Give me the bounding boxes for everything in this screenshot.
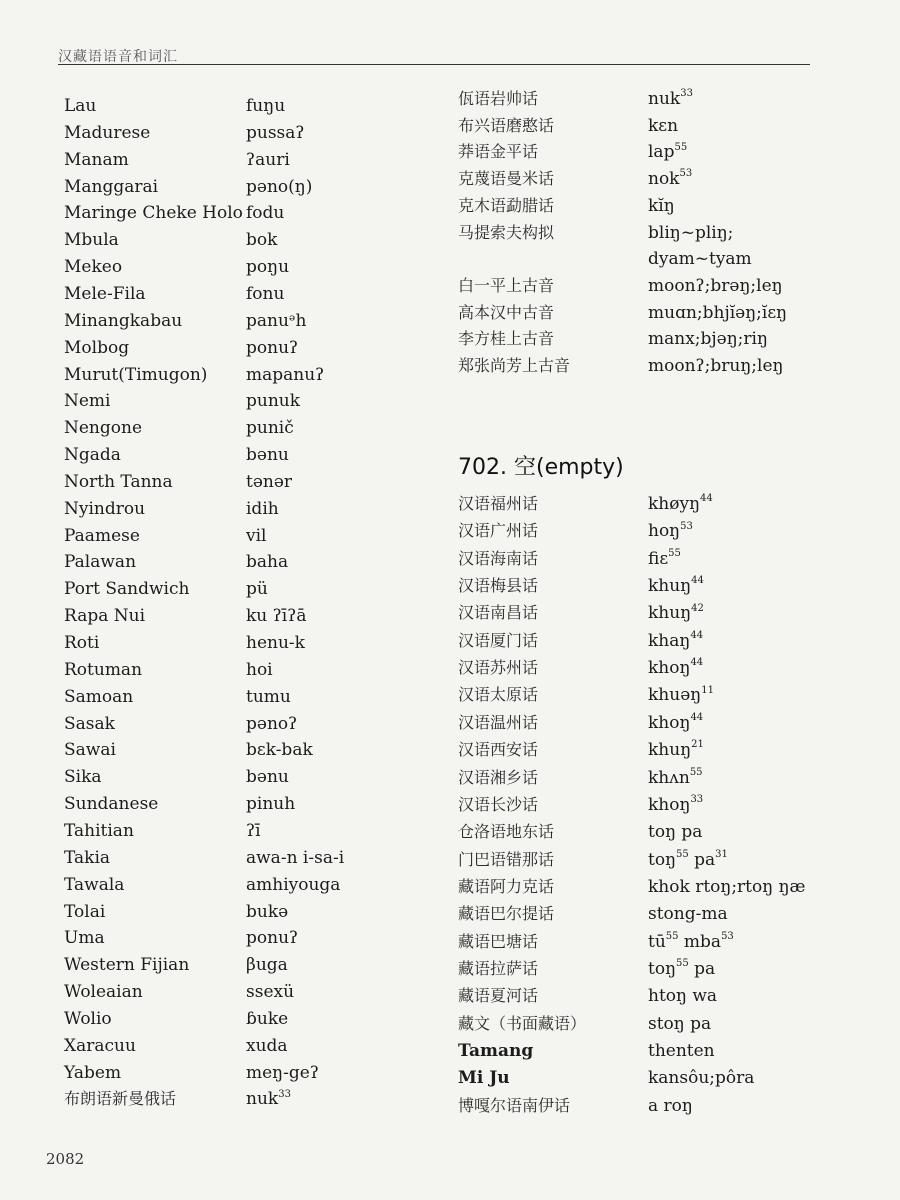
word-form: ɓuke [246,1008,289,1029]
word-form: awa-n i-sa-i [246,847,345,868]
word-form: ʔauri [246,149,290,170]
word-form: hoŋ$^{53}$ [648,520,693,542]
language-name: North Tanna [64,471,173,492]
language-name: Woleaian [64,982,143,1003]
language-name: 藏语拉萨话 [458,958,539,978]
tone-mark: 44 [691,575,704,587]
word-form: nuk$^{33}$ [648,88,693,109]
running-head: 汉藏语语音和词汇 [58,49,178,65]
language-name: 汉语厦门话 [458,630,539,650]
word-form: kɛn [648,115,679,136]
word-form: punič [246,418,294,439]
language-name: Wolio [64,1008,112,1029]
word-form: nuk$^{33}$ [246,1088,291,1110]
word-form: pəno(ŋ) [246,176,313,197]
word-form: xuda [246,1035,288,1056]
word-form: moonʔ;brəŋ;leŋ [648,275,783,296]
language-name: 藏语阿力克话 [458,876,555,896]
word-form: kansôu;pôra [648,1068,755,1089]
word-form: hoi [246,659,273,680]
word-form: poŋu [246,257,290,278]
language-name: 汉语南昌话 [458,603,539,623]
word-form: khoŋ$^{44}$ [648,657,704,679]
tone-mark: 11 [701,684,714,696]
language-name: Sundanese [64,794,159,815]
language-name: 汉语温州话 [458,712,539,732]
word-form: baha [246,552,289,573]
word-form: tumu [246,686,291,707]
language-name: Port Sandwich [64,579,190,600]
language-name: Maringe Cheke Holo [64,203,243,224]
word-form: muɑn;bhjĭəŋ;ĭɛŋ [648,302,788,323]
word-form: toŋ$^{55}$ $pa^{31}$ [648,848,728,870]
language-name: 藏语夏河话 [458,986,539,1006]
word-form: dyam~tyam [648,249,752,270]
word-form: tənər [246,471,293,492]
word-form: khuŋ$^{42}$ [648,602,704,624]
language-name: 汉语西安话 [458,740,539,760]
language-name: Mbula [64,230,119,251]
word-form: punuk [246,391,301,412]
tone-mark: 55 [676,848,689,860]
language-name: 博嘎尔语南伊话 [458,1095,571,1115]
word-form: thenten [648,1041,715,1061]
word-form: stoŋ pa [648,1013,712,1034]
language-name: 仓洛语地东话 [458,822,555,842]
tone-mark: 33 [690,794,704,806]
language-name: Palawan [64,552,137,573]
language-name: Nyindrou [64,498,146,519]
tone-mark: 44 [700,493,713,505]
word-form: βuga [246,955,288,976]
language-name: Rapa Nui [64,606,146,627]
language-name: 汉语太原话 [458,685,539,705]
tone-mark: 55 [674,141,688,153]
language-name: 克木语勐腊话 [458,195,555,215]
word-form: khʌn$^{55}$ [648,766,703,788]
word-form: khoŋ$^{33}$ [648,794,704,815]
language-name: 汉语福州话 [458,494,539,513]
word-form: bukə [246,901,289,922]
language-name: Tahitian [64,820,134,841]
language-name: Nemi [64,391,111,412]
word-form: idih [246,498,279,519]
word-form: fuŋu [246,96,286,116]
language-name: 汉语苏州话 [458,658,539,678]
tone-mark: 55 [689,766,703,778]
language-name: 汉语梅县话 [458,576,539,596]
word-form: lap$^{55}$ [648,141,688,163]
language-name: 汉语海南话 [458,548,539,568]
word-form: fiɛ$^{55}$ [648,548,681,569]
word-form: vil [246,525,267,546]
language-name: 郑张尚芳上古音 [458,356,571,375]
word-form: $tū^{55}$ mba$^{53}$ [648,930,734,952]
language-name: Lau [64,96,97,116]
word-form: ponuʔ [246,928,299,949]
word-form: fodu [246,203,285,224]
language-name: Madurese [64,122,151,143]
word-form: pü [246,579,268,600]
word-form: bənu [246,767,289,788]
tone-mark: 55 [676,958,689,970]
language-name: Tamang [458,1041,534,1061]
tone-mark: 33 [278,1088,291,1100]
word-form: khok rtoŋ;rtoŋ ŋæ [648,876,806,897]
language-name: Mekeo [64,257,123,278]
word-form: toŋ pa [648,822,703,843]
language-name: Samoan [64,686,134,707]
language-name: 李方桂上古音 [458,329,555,349]
word-form: mapanuʔ [246,364,325,385]
language-name: 布兴语磨憨话 [458,115,555,135]
language-name: Mi Ju [458,1068,510,1089]
language-name: Roti [64,633,100,653]
section-character: 空 [513,455,536,480]
language-name: 马提索夫构拟 [458,222,555,242]
language-name: 汉语湘乡话 [458,767,539,787]
language-name: Murut(Timugon) [64,364,208,385]
word-form: pinuh [246,794,296,815]
language-name: Yabem [64,1062,122,1083]
tone-mark: 31 [715,848,728,860]
tone-mark: 33 [680,88,693,100]
word-form: bliŋ~pliŋ; [648,222,734,243]
word-form: stong-ma [648,904,728,925]
word-form: bok [246,230,278,251]
language-name: Tawala [64,874,125,895]
language-name: Ngada [64,445,121,466]
word-form: fonu [246,283,285,304]
tone-mark: 55 [668,548,681,560]
tone-mark: 53 [721,930,734,942]
language-name: Nengone [64,418,143,439]
language-name: Sawai [64,740,116,761]
header-rule [58,64,810,65]
word-form: ponuʔ [246,337,299,358]
section-number: 702. [458,455,507,480]
word-form: toŋ$^{55}$ pa [648,958,716,979]
language-name: 佤语岩帅话 [458,89,539,108]
word-form: pənoʔ [246,713,298,734]
word-form: a roŋ [648,1095,693,1116]
tone-mark: 44 [690,657,704,669]
language-name: Xaracuu [64,1035,136,1056]
word-form: kĭŋ [648,195,675,216]
language-name: Molbog [64,337,130,358]
word-form: meŋ-geʔ [246,1062,319,1083]
language-name: 白一平上古音 [458,275,555,295]
language-name: 莽语金平话 [458,142,539,162]
word-form: henu-k [246,633,305,653]
word-form: khaŋ$^{44}$ [648,630,704,651]
word-form: khuŋ$^{21}$ [648,739,704,761]
word-form: nok$^{53}$ [648,168,693,190]
word-form: panuᵊh [246,310,307,331]
word-form: bənu [246,445,289,466]
word-form: khuəŋ$^{11}$ [648,684,714,706]
tone-mark: 53 [679,168,693,180]
language-name: Manggarai [64,176,159,197]
word-form: ku ʔīʔā [246,606,307,627]
language-name: Sika [64,767,102,788]
tone-mark: 53 [680,520,693,532]
language-name: Manam [64,149,129,170]
word-form: htoŋ wa [648,986,718,1007]
language-name: Sasak [64,713,115,734]
tone-mark: 42 [691,602,704,614]
language-name: Takia [64,847,111,868]
tone-mark: 55 [665,930,679,942]
language-name: Minangkabau [64,310,183,331]
word-form: ʔī [246,820,261,841]
language-name: 藏文（书面藏语） [458,1013,587,1033]
word-form: bɛk-bak [246,740,313,761]
language-name: 门巴语错那话 [458,849,555,869]
word-form: ssexü [246,982,295,1003]
language-name: 藏语巴塘话 [458,931,539,951]
section-gloss: (empty) [536,455,624,480]
section-heading [458,450,624,481]
language-name: 汉语广州话 [458,521,539,541]
language-name: 汉语长沙话 [458,794,539,814]
language-name: 高本汉中古音 [458,302,555,322]
language-name: Mele-Fila [64,283,146,304]
tone-mark: 44 [690,630,704,642]
language-name: 藏语巴尔提话 [458,904,555,924]
word-form: khøyŋ$^{44}$ [648,493,713,514]
word-form: amhiyouga [246,874,341,895]
tone-mark: 44 [690,712,704,724]
word-form: manx;bjəŋ;riŋ [648,329,768,350]
language-name: Tolai [64,901,106,922]
language-name: 布朗语新曼俄话 [64,1089,177,1109]
tone-mark: 21 [691,739,704,751]
language-name: 克蔑语曼米话 [458,169,555,189]
language-name: Western Fijian [64,955,190,976]
language-name: Uma [64,928,105,949]
language-name: Rotuman [64,659,143,680]
word-form: moonʔ;bruŋ;leŋ [648,356,784,376]
language-name: Paamese [64,525,140,546]
word-form: khoŋ$^{44}$ [648,712,704,733]
word-form: pussaʔ [246,122,305,143]
page-number: 2082 [46,1150,85,1168]
word-form: khuŋ$^{44}$ [648,575,704,597]
